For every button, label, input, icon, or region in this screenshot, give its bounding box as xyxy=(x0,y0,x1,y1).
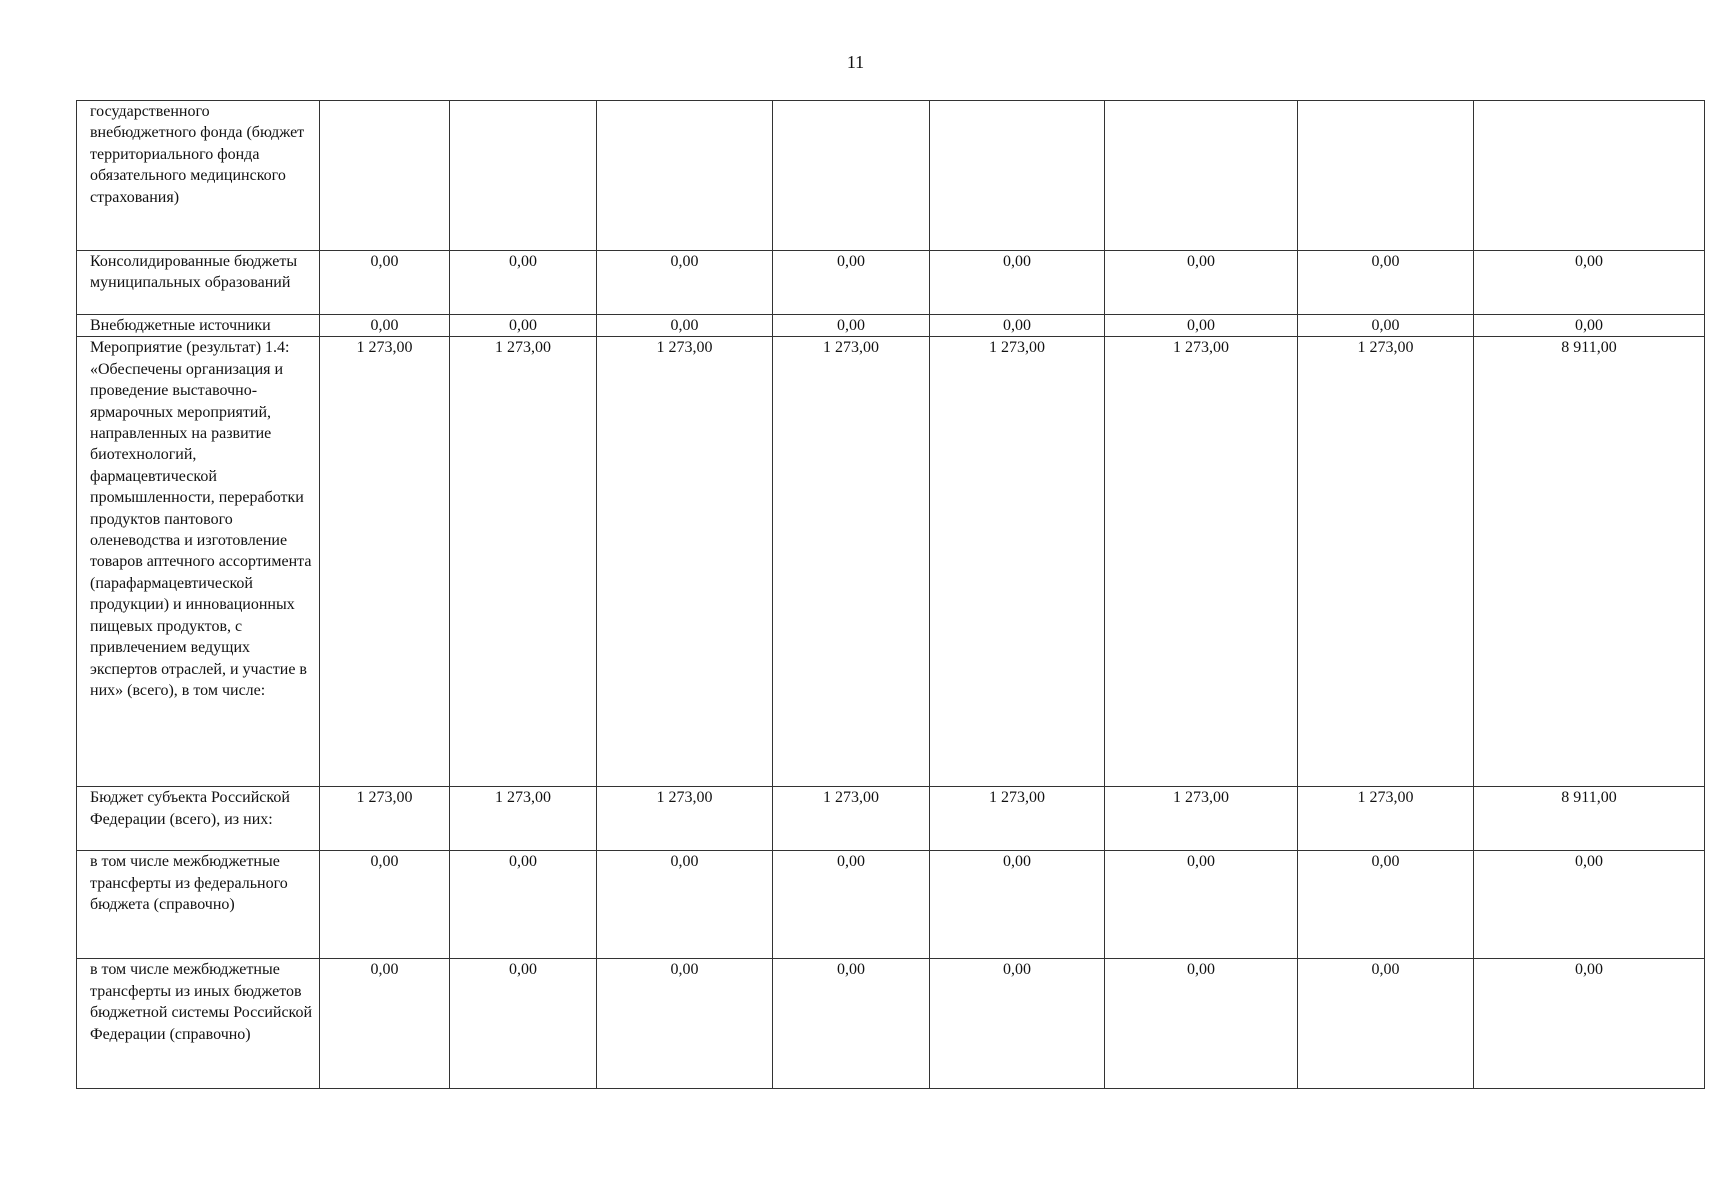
row-label: в том числе межбюджетные трансферты из федерального бюджета (справочно) xyxy=(77,851,320,959)
table-cell: 1 273,00 xyxy=(930,337,1105,787)
table-cell: 1 273,00 xyxy=(597,787,773,851)
table-cell: 0,00 xyxy=(1474,315,1705,337)
table-cell: 0,00 xyxy=(930,851,1105,959)
table-cell: 0,00 xyxy=(930,251,1105,315)
table-cell: 0,00 xyxy=(320,959,450,1089)
table-cell: 0,00 xyxy=(773,315,930,337)
table-cell: 0,00 xyxy=(1105,251,1298,315)
table-cell: 0,00 xyxy=(1105,315,1298,337)
table-cell xyxy=(773,101,930,251)
page-number: 11 xyxy=(846,52,865,72)
table-cell xyxy=(320,101,450,251)
table-cell: 1 273,00 xyxy=(930,787,1105,851)
row-label: в том числе межбюджетные трансферты из иных бюджетов бюджетной системы Российской Федерации (справочно) xyxy=(77,959,320,1089)
table-cell xyxy=(1105,101,1298,251)
table-cell: 0,00 xyxy=(1105,959,1298,1089)
table-row xyxy=(77,959,1705,1089)
table-cell: 0,00 xyxy=(1105,851,1298,959)
table-cell: 0,00 xyxy=(320,315,450,337)
row-label: государственного внебюджетного фонда (бюджет территориального фонда обязательного медицинского страхования) xyxy=(77,101,320,251)
table-cell: 1 273,00 xyxy=(1105,787,1298,851)
row-label: Бюджет субъекта Российской Федерации (всего), из них: xyxy=(77,787,320,851)
table-cell: 0,00 xyxy=(320,851,450,959)
table-cell: 0,00 xyxy=(597,851,773,959)
table-cell: 1 273,00 xyxy=(773,337,930,787)
table-cell: 1 273,00 xyxy=(450,337,597,787)
row-label: Внебюджетные источники xyxy=(77,315,320,337)
table-row xyxy=(77,337,1705,787)
table-cell: 0,00 xyxy=(450,959,597,1089)
table-row xyxy=(77,315,1705,337)
table-cell xyxy=(450,101,597,251)
table-cell: 1 273,00 xyxy=(320,787,450,851)
table-cell: 0,00 xyxy=(1298,851,1474,959)
table-cell: 0,00 xyxy=(597,315,773,337)
table-cell: 1 273,00 xyxy=(320,337,450,787)
table-cell: 0,00 xyxy=(1474,851,1705,959)
table-cell: 0,00 xyxy=(1298,251,1474,315)
table-row xyxy=(77,851,1705,959)
table-cell: 0,00 xyxy=(930,315,1105,337)
table-row xyxy=(77,251,1705,315)
table-row xyxy=(77,787,1705,851)
table-cell: 0,00 xyxy=(930,959,1105,1089)
table-cell xyxy=(597,101,773,251)
table-cell xyxy=(1474,101,1705,251)
table-cell: 0,00 xyxy=(450,251,597,315)
table-cell: 0,00 xyxy=(597,251,773,315)
row-label: Мероприятие (результат) 1.4: «Обеспечены организация и проведение выставочно-ярмарочных мероприятий, направленных на развитие биотехнологий, фармацевтической промышленности, переработки продуктов пантового оленеводства и изготовление товаров аптечного ассортимента (парафармацевтической продукции) и инновационных пищевых продуктов, с привлечением ведущих экспертов отраслей, и участие в них» (всего), в том числе: xyxy=(77,337,320,787)
table-cell: 1 273,00 xyxy=(597,337,773,787)
table-cell: 0,00 xyxy=(450,851,597,959)
table-cell: 8 911,00 xyxy=(1474,337,1705,787)
table-cell: 1 273,00 xyxy=(450,787,597,851)
row-label: Консолидированные бюджеты муниципальных образований xyxy=(77,251,320,315)
table-cell: 0,00 xyxy=(773,251,930,315)
table-cell: 0,00 xyxy=(1474,959,1705,1089)
table-cell: 8 911,00 xyxy=(1474,787,1705,851)
table-cell: 0,00 xyxy=(1298,315,1474,337)
table-cell: 0,00 xyxy=(1474,251,1705,315)
table-cell: 1 273,00 xyxy=(1298,337,1474,787)
table-row xyxy=(77,101,1705,251)
table-cell: 0,00 xyxy=(597,959,773,1089)
table-cell: 0,00 xyxy=(1298,959,1474,1089)
table-cell xyxy=(1298,101,1474,251)
table-cell: 0,00 xyxy=(773,959,930,1089)
table-cell: 0,00 xyxy=(773,851,930,959)
table-cell: 0,00 xyxy=(320,251,450,315)
table-cell xyxy=(930,101,1105,251)
table-cell: 1 273,00 xyxy=(1298,787,1474,851)
table-cell: 1 273,00 xyxy=(773,787,930,851)
budget-table xyxy=(76,100,1705,1089)
table-cell: 0,00 xyxy=(450,315,597,337)
table-cell: 1 273,00 xyxy=(1105,337,1298,787)
